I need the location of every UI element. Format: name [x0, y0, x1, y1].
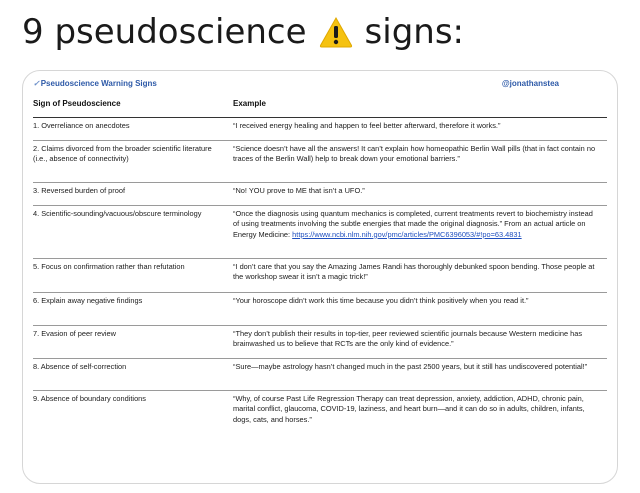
- leaf-icon: ✓: [33, 79, 40, 88]
- table-body: [33, 118, 607, 435]
- column-header-example: Example: [233, 99, 266, 108]
- article-link[interactable]: https://www.ncbi.nlm.nih.gov/pmc/articles/PMC6396053/#!po=63.4831: [292, 229, 522, 239]
- table-row: [33, 141, 607, 183]
- row-sign: 2. Claims divorced from the broader scientific literature (i.e., absence of connectivity): [33, 144, 212, 164]
- table-row: [33, 391, 607, 435]
- row-sign: 4. Scientific-sounding/vacuous/obscure terminology: [33, 209, 202, 218]
- card-header: [33, 79, 607, 91]
- column-header-sign: Sign of Pseudoscience: [33, 99, 121, 108]
- row-sign: 1. Overreliance on anecdotes: [33, 121, 130, 130]
- card-title-text: Pseudoscience Warning Signs: [40, 79, 157, 88]
- row-example: “They don’t publish their results in top-tier, peer reviewed scientific journals because Western medicine has brainwashed us to believe that RCTs are the only kind of evidence.”: [233, 329, 583, 349]
- table-row: [33, 183, 607, 206]
- table-row: [33, 293, 607, 326]
- table-header: [33, 95, 607, 118]
- row-example: “Science doesn’t have all the answers! It can’t explain how homeopathic Berlin Wall pills (that in fact contain no traces of the Berlin Wall) help to break down your emotional barriers.”: [233, 144, 596, 164]
- warning-icon: [319, 16, 353, 48]
- author-handle: @jonathanstea: [501, 79, 559, 88]
- headline-text-end: signs:: [364, 12, 464, 52]
- row-example: [233, 209, 601, 240]
- row-sign: 7. Evasion of peer review: [33, 329, 116, 338]
- headline: [22, 10, 464, 54]
- row-sign: 8. Absence of self-correction: [33, 362, 127, 371]
- pseudoscience-table-card: [22, 70, 618, 484]
- row-example: “Sure—maybe astrology hasn’t changed much in the past 2500 years, but it still has undiscovered potential!”: [233, 362, 588, 371]
- table-row: [33, 118, 607, 141]
- row-example: “I received energy healing and happen to feel better afterward, therefore it works.”: [233, 121, 501, 130]
- row-example: “Why, of course Past Life Regression Therapy can treat depression, anxiety, addiction, ADHD, chronic pain, marital conflict, glaucoma, COVID-19, laziness, and heart burn—and it can do so in adults, children, infants, dogs, cats, and horses.”: [233, 394, 585, 424]
- row-example: “Your horoscope didn’t work this time because you didn’t think positively when you read it.”: [233, 296, 529, 305]
- headline-text-start: 9 pseudoscience: [22, 12, 307, 52]
- card-title: [33, 79, 157, 88]
- row-example: “No! YOU prove to ME that isn’t a UFO.”: [233, 186, 365, 195]
- table-row: [33, 359, 607, 391]
- table-row: [33, 259, 607, 293]
- row-sign: 6. Explain away negative findings: [33, 296, 143, 305]
- row-example: “I don’t care that you say the Amazing James Randi has thoroughly debunked spoon bending. Those people at the workshop swear it isn’t a magic trick!”: [233, 262, 595, 282]
- row-sign: 9. Absence of boundary conditions: [33, 394, 146, 403]
- row-sign: 5. Focus on confirmation rather than refutation: [33, 262, 185, 271]
- row-sign: 3. Reversed burden of proof: [33, 186, 126, 195]
- table-row: [33, 206, 607, 259]
- table-row: [33, 326, 607, 359]
- row-example-text: “Once the diagnosis using quantum mechanics is completed, current treatments revert to biochemistry instead of using treatments involving the subtle energies that made the original diagnosis.” From an actual article on Energy Medicine:: [233, 209, 593, 239]
